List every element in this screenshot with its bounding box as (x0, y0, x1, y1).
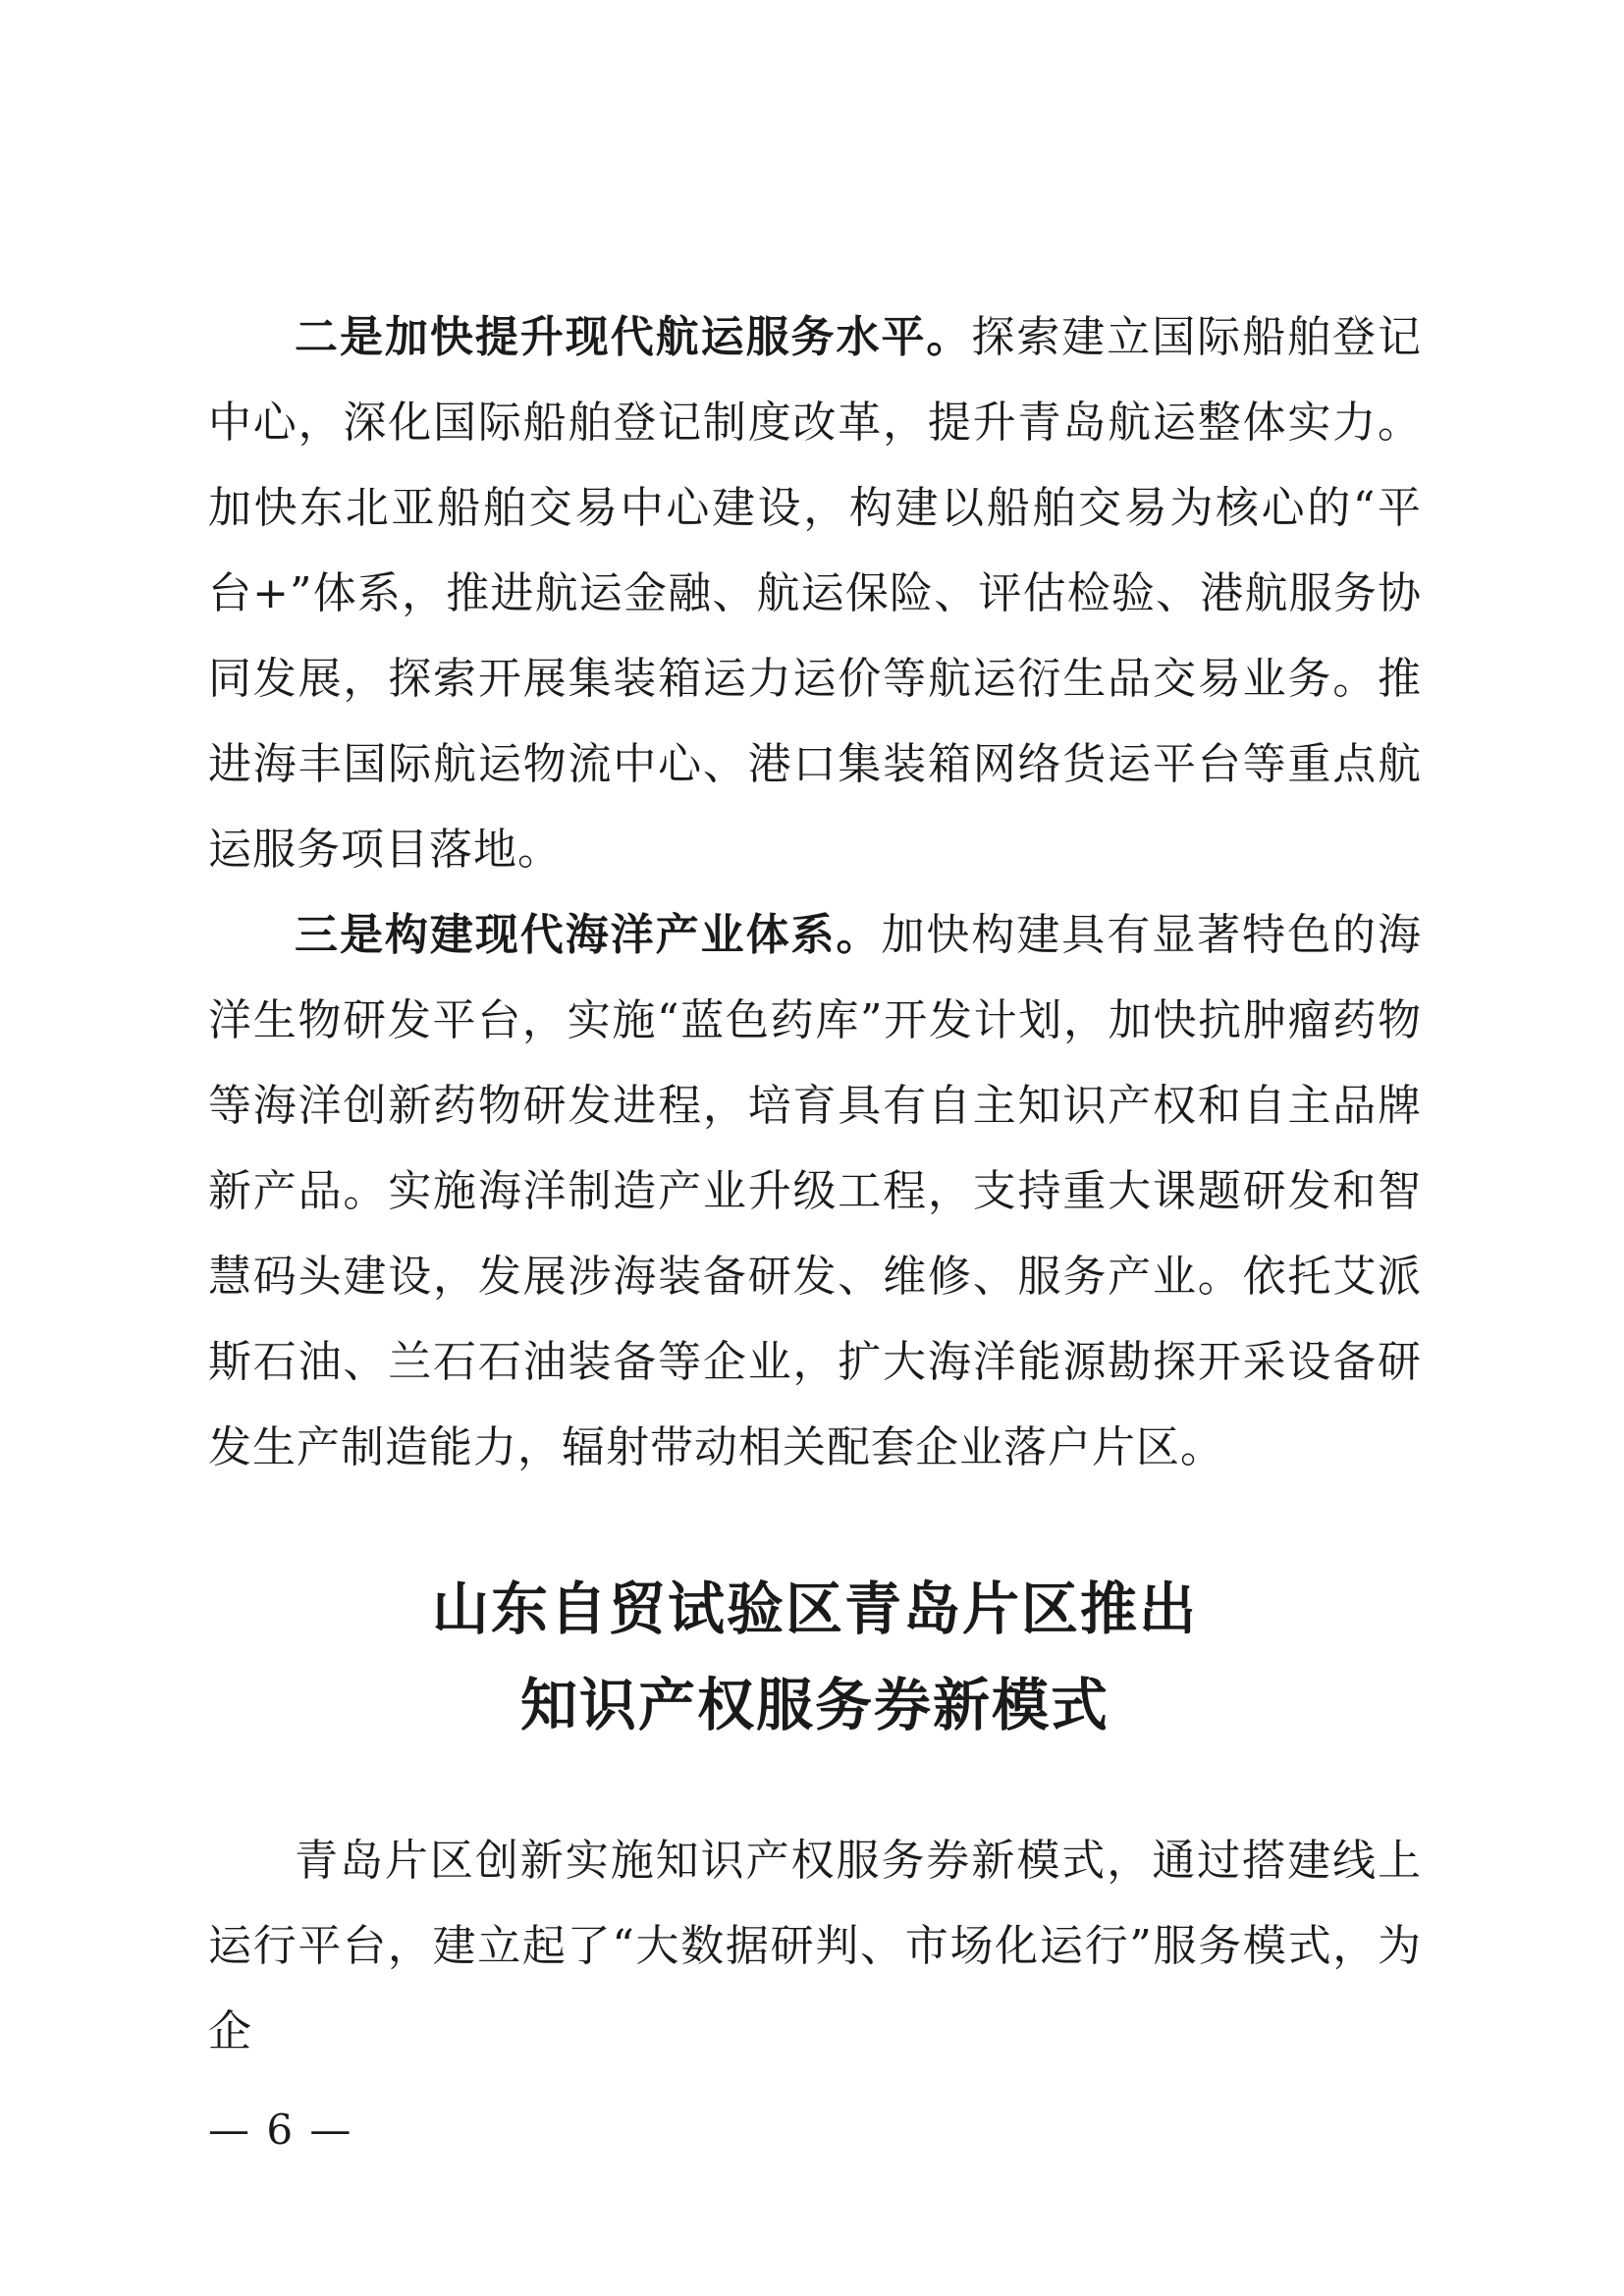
paragraph-lead-heading: 三是构建现代海洋产业体系。 (295, 910, 882, 960)
paragraph-ip-voucher (208, 1818, 1422, 2074)
paragraph-text: 探索建立国际船舶登记中心，深化国际船舶登记制度改革，提升青岛航运整体实力。加快东北亚船舶交易中心建设，构建以船舶交易为核心的“平台+”体系，推进航运金融、航运保险、评估检验、港航服务协同发展，探索开展集装箱运力运价等航运衍生品交易业务。推进海丰国际航运物流中心、港口集装箱网络货运平台等重点航运服务项目落地。 (208, 312, 1422, 875)
body-text-top (208, 294, 1422, 1490)
section-heading (208, 1561, 1422, 1753)
paragraph-lead-heading: 二是加快提升现代航运服务水平。 (295, 312, 972, 362)
section-heading-line-1: 山东自贸试验区青岛片区推出 (431, 1575, 1198, 1642)
paragraph-marine-industry (208, 892, 1422, 1490)
paragraph-shipping-services (208, 294, 1422, 892)
paragraph-text: 加快构建具有显著特色的海洋生物研发平台，实施“蓝色药库”开发计划，加快抗肿瘤药物等海洋创新药物研发进程，培育具有自主知识产权和自主品牌新产品。实施海洋制造产业升级工程，支持重大课题研发和智慧码头建设，发展涉海装备研发、维修、服务产业。依托艾派斯石油、兰石石油装备等企业，扩大海洋能源勘探开采设备研发生产制造能力，辐射带动相关配套企业落户片区。 (208, 910, 1423, 1472)
section-heading-line-2: 知识产权服务券新模式 (519, 1672, 1110, 1738)
body-text-bottom (208, 1818, 1422, 2074)
paragraph-text: 青岛片区创新实施知识产权服务券新模式，通过搭建线上运行平台，建立起了“大数据研判、市场化运行”服务模式，为企 (208, 1836, 1422, 2056)
page-number: — 6 — (208, 2106, 353, 2154)
